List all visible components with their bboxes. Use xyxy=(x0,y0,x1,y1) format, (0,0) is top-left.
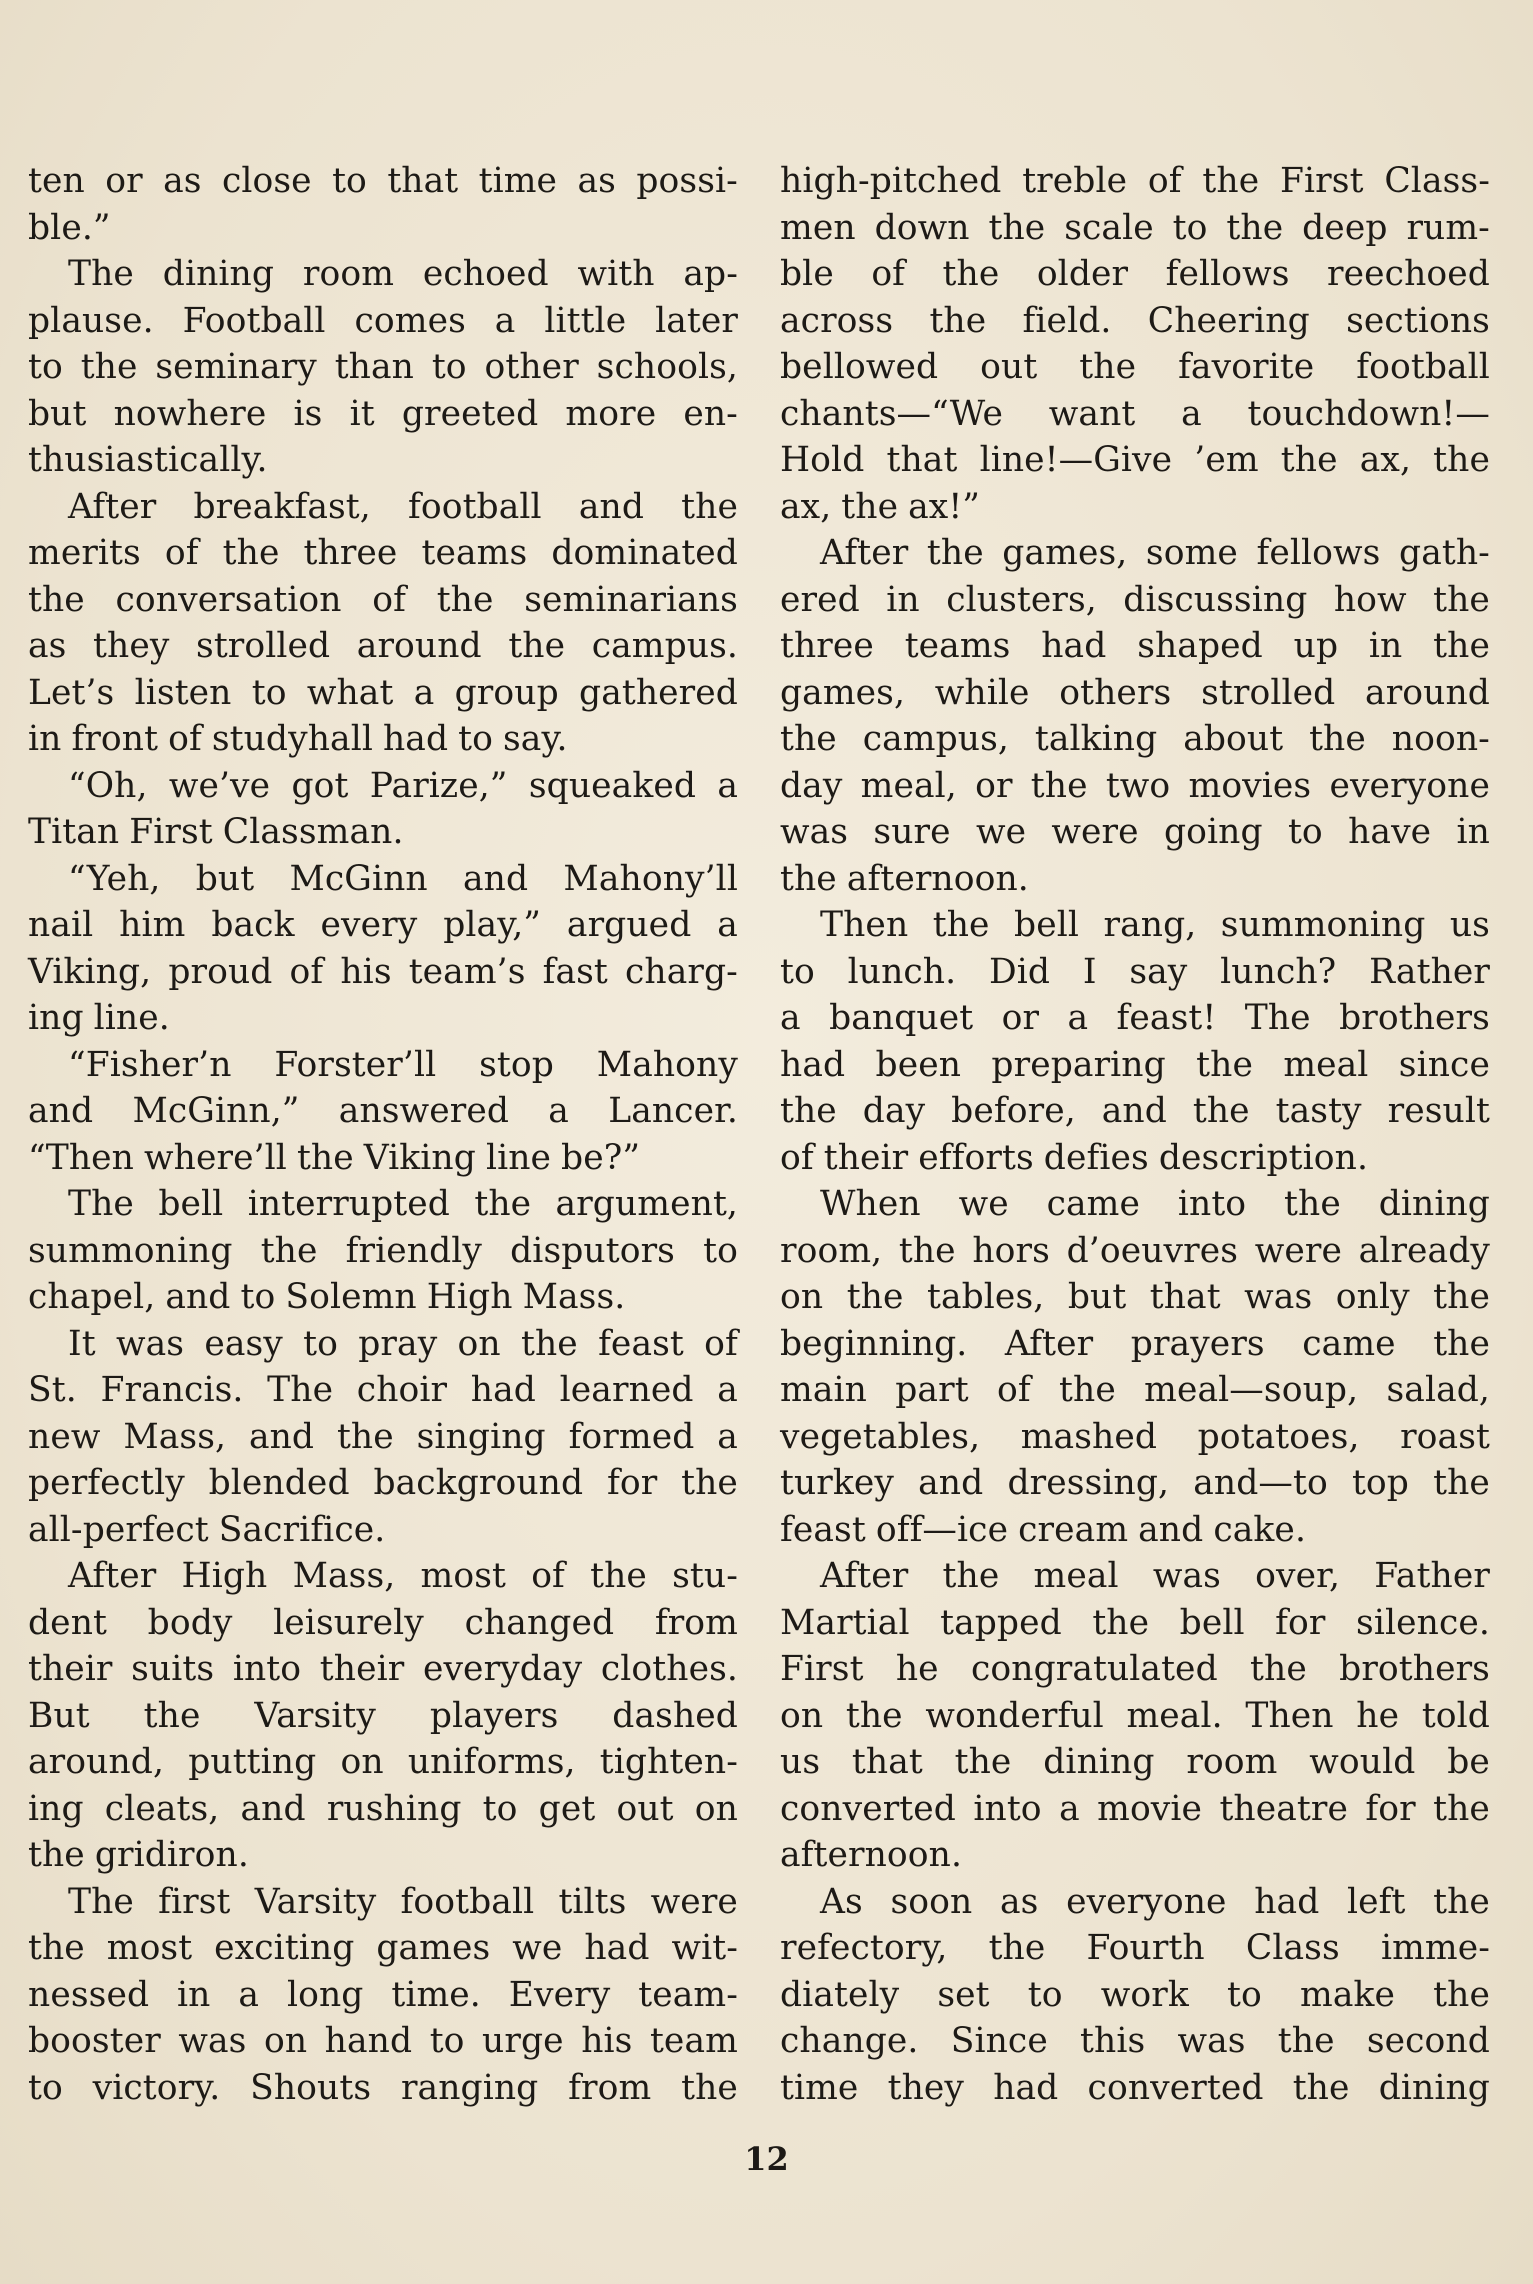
text-line: After breakfast, football and the xyxy=(68,486,738,527)
text-line: The first Varsity football tilts were xyxy=(68,1881,738,1922)
text-line: nail him back every play,” argued a xyxy=(28,905,738,945)
text-line: afternoon. xyxy=(780,1835,963,1875)
text-line: on the wonderful meal. Then he told xyxy=(780,1695,1490,1736)
text-line: Let’s listen to what a group gathered xyxy=(28,672,738,713)
text-line: It was easy to pray on the feast of xyxy=(68,1323,738,1364)
text-line: converted into a movie theatre for the xyxy=(780,1788,1490,1829)
text-line: thusiastically. xyxy=(28,440,268,480)
text-line: ten or as close to that time as possi- xyxy=(28,161,738,201)
text-line: merits of the three teams dominated xyxy=(28,533,738,573)
text-line: the conversation of the seminarians xyxy=(28,579,738,620)
text-line: of their efforts defies description. xyxy=(780,1137,1369,1178)
right-text-column xyxy=(780,158,1490,2111)
text-line: booster was on hand to urge his team xyxy=(28,2021,738,2061)
text-line: When we came into the dining xyxy=(820,1184,1490,1224)
text-line: day meal, or the two movies everyone xyxy=(780,765,1490,806)
text-line: turkey and dressing, and—to top the xyxy=(780,1463,1490,1503)
text-line: dent body leisurely changed from xyxy=(28,1602,738,1643)
text-line: Titan First Classman. xyxy=(28,812,404,852)
text-line: First he congratulated the brothers xyxy=(780,1649,1490,1689)
text-line: ered in clusters, discussing how the xyxy=(780,579,1490,620)
text-line: The dining room echoed with ap- xyxy=(68,254,738,294)
text-line: “Then where’ll the Viking line be?” xyxy=(28,1137,641,1178)
text-line: plause. Football comes a little later xyxy=(28,300,738,341)
text-line: After High Mass, most of the stu- xyxy=(68,1556,738,1596)
text-line: the most exciting games we had wit- xyxy=(28,1928,738,1968)
text-line: games, while others strolled around xyxy=(780,672,1490,713)
text-line: their suits into their everyday clothes. xyxy=(28,1649,738,1689)
text-line: As soon as everyone had left the xyxy=(820,1881,1490,1922)
text-line: men down the scale to the deep rum- xyxy=(780,207,1490,248)
text-line: room, the hors d’oeuvres were already xyxy=(780,1230,1490,1271)
text-line: ax, the ax!” xyxy=(780,486,981,527)
text-line: across the field. Cheering sections xyxy=(780,300,1490,341)
text-line: on the tables, but that was only the xyxy=(780,1277,1490,1317)
text-line: Martial tapped the bell for silence. xyxy=(780,1602,1490,1643)
text-line: high-pitched treble of the First Class- xyxy=(780,161,1490,201)
text-line: bellowed out the favorite football xyxy=(780,347,1490,387)
text-line: all-perfect Sacrifice. xyxy=(28,1509,386,1550)
text-line: to the seminary than to other schools, xyxy=(28,347,738,387)
text-line: Hold that line!—Give ’em the ax, the xyxy=(780,440,1490,480)
text-line: was sure we were going to have in xyxy=(780,812,1490,852)
text-line: refectory, the Fourth Class imme- xyxy=(780,1928,1490,1968)
text-line: the campus, talking about the noon- xyxy=(780,719,1490,759)
text-line: the day before, and the tasty result xyxy=(780,1091,1490,1131)
text-line: as they strolled around the campus. xyxy=(28,626,738,666)
text-line: Then the bell rang, summoning us xyxy=(820,905,1490,945)
page-number: 12 xyxy=(744,2140,789,2178)
text-line: nessed in a long time. Every team- xyxy=(28,1974,738,2015)
text-line: perfectly blended background for the xyxy=(28,1463,738,1503)
text-line: chants—“We want a touchdown!— xyxy=(780,393,1490,434)
text-line: The bell interrupted the argument, xyxy=(68,1184,738,1224)
text-line: but nowhere is it greeted more en- xyxy=(28,393,738,434)
text-line: main part of the meal—soup, salad, xyxy=(780,1370,1490,1410)
text-line: feast off—ice cream and cake. xyxy=(780,1509,1307,1550)
text-line: three teams had shaped up in the xyxy=(780,626,1490,666)
text-line: summoning the friendly disputors to xyxy=(28,1230,738,1271)
text-line: a banquet or a feast! The brothers xyxy=(780,998,1490,1038)
text-line: ing cleats, and rushing to get out on xyxy=(28,1788,738,1829)
text-line: “Yeh, but McGinn and Mahony’ll xyxy=(68,858,738,899)
text-line: change. Since this was the second xyxy=(780,2021,1490,2061)
text-line: new Mass, and the singing formed a xyxy=(28,1416,738,1457)
text-line: the afternoon. xyxy=(780,858,1029,899)
text-line: and McGinn,” answered a Lancer. xyxy=(28,1091,738,1131)
text-line: time they had converted the dining xyxy=(780,2067,1490,2108)
text-line: St. Francis. The choir had learned a xyxy=(28,1370,738,1410)
text-line: After the meal was over, Father xyxy=(820,1556,1490,1596)
text-line: chapel, and to Solemn High Mass. xyxy=(28,1277,626,1317)
text-line: had been preparing the meal since xyxy=(780,1044,1490,1085)
text-line: the gridiron. xyxy=(28,1835,249,1875)
text-line: beginning. After prayers came the xyxy=(780,1323,1490,1364)
text-line: around, putting on uniforms, tighten- xyxy=(28,1742,738,1782)
text-line: Viking, proud of his team’s fast charg- xyxy=(28,951,738,992)
left-text-column xyxy=(28,158,738,2111)
text-line: “Oh, we’ve got Parize,” squeaked a xyxy=(68,765,738,806)
text-line: After the games, some fellows gath- xyxy=(820,533,1490,573)
text-line: to lunch. Did I say lunch? Rather xyxy=(780,951,1490,992)
text-line: ing line. xyxy=(28,998,170,1038)
text-line: diately set to work to make the xyxy=(780,1974,1490,2015)
text-line: in front of studyhall had to say. xyxy=(28,719,568,759)
text-line: vegetables, mashed potatoes, roast xyxy=(780,1416,1490,1457)
text-line: But the Varsity players dashed xyxy=(28,1695,738,1736)
text-line: us that the dining room would be xyxy=(780,1742,1490,1782)
text-line: ble of the older fellows reechoed xyxy=(780,254,1490,294)
text-line: to victory. Shouts ranging from the xyxy=(28,2067,738,2108)
text-line: “Fisher’n Forster’ll stop Mahony xyxy=(68,1044,738,1085)
text-line: ble.” xyxy=(28,207,111,248)
